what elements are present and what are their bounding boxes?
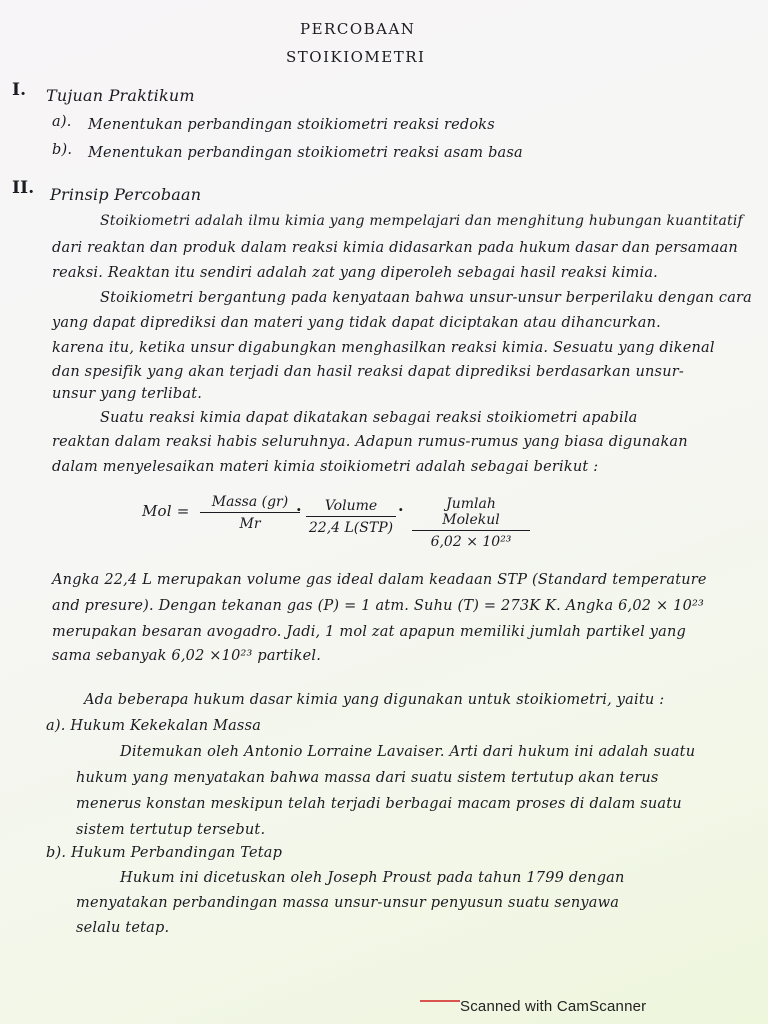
section-2-line: reaktan dalam reaksi habis seluruhnya. Adapun rumus-rumus yang biasa digunakan	[52, 434, 688, 450]
laws-intro: Ada beberapa hukum dasar kimia yang digunakan untuk stoikiometri, yaitu :	[84, 692, 665, 708]
section-1-item-b-text: Menentukan perbandingan stoikiometri reaksi asam basa	[88, 145, 523, 161]
section-2-line: Stoikiometri adalah ilmu kimia yang mempelajari dan menghitung hubungan kuantitatif	[100, 213, 743, 229]
law-a-line: menerus konstan meskipun telah terjadi berbagai macam proses di dalam suatu	[76, 796, 682, 812]
law-b-line: selalu tetap.	[76, 920, 170, 936]
section-2-heading: Prinsip Percobaan	[50, 185, 202, 204]
section-2-line: dan spesifik yang akan terjadi dan hasil reaksi dapat diprediksi berdasarkan unsur-	[52, 364, 684, 380]
section-1-item-a-label: a).	[52, 114, 72, 130]
law-a-line: hukum yang menyatakan bahwa massa dari suatu sistem tertutup akan terus	[76, 770, 659, 786]
law-a-line: Ditemukan oleh Antonio Lorraine Lavaiser. Arti dari hukum ini adalah suatu	[120, 744, 696, 760]
formula-fraction-mass	[200, 494, 300, 532]
section-2-line: reaksi. Reaktan itu sendiri adalah zat yang diperoleh sebagai hasil reaksi kimia.	[52, 265, 658, 281]
section-2-line: dari reaktan dan produk dalam reaksi kimia didasarkan pada hukum dasar dan persamaan	[52, 240, 738, 256]
law-a-line: sistem tertutup tersebut.	[76, 822, 266, 838]
multiply-dot: ·	[296, 500, 302, 519]
section-1-item-b-label: b).	[52, 142, 73, 158]
title-line-1: PERCOBAAN	[300, 20, 416, 38]
formula-fraction-volume-numerator: Volume	[306, 498, 396, 517]
formula-fraction-molecules	[412, 496, 530, 550]
section-2-line: Suatu reaksi kimia dapat dikatakan sebagai reaksi stoikiometri apabila	[100, 410, 638, 426]
formula-fraction-mass-denominator: Mr	[239, 516, 261, 532]
section-2-line: dalam menyelesaikan materi kimia stoikiometri adalah sebagai berikut :	[52, 459, 599, 475]
multiply-dot: ·	[398, 500, 404, 519]
paragraph-2-line: sama sebanyak 6,02 ×10²³ partikel.	[52, 648, 322, 664]
section-2-line: yang dapat diprediksi dan materi yang tidak dapat diciptakan atau dihancurkan.	[52, 315, 661, 331]
formula-fraction-volume	[306, 498, 396, 536]
paragraph-2-line: merupakan besaran avogadro. Jadi, 1 mol zat apapun memiliki jumlah partikel yang	[52, 624, 687, 640]
title-line-2: STOIKIOMETRI	[286, 48, 426, 66]
paragraph-2-line: Angka 22,4 L merupakan volume gas ideal dalam keadaan STP (Standard temperature	[52, 572, 707, 588]
formula-fraction-mass-numerator: Massa (gr)	[200, 494, 300, 513]
law-b-heading: b). Hukum Perbandingan Tetap	[46, 845, 283, 861]
formula-fraction-molecules-denominator: 6,02 × 10²³	[430, 534, 512, 550]
section-1-item-a-text: Menentukan perbandingan stoikiometri reaksi redoks	[88, 117, 495, 133]
scanner-accent-line	[420, 1000, 460, 1002]
paragraph-2-line: and presure). Dengan tekanan gas (P) = 1 atm. Suhu (T) = 273K K. Angka 6,02 × 10²³	[52, 598, 705, 614]
section-2-line: karena itu, ketika unsur digabungkan menghasilkan reaksi kimia. Sesuatu yang dikenal	[52, 340, 715, 356]
section-1-heading: Tujuan Praktikum	[46, 86, 195, 105]
law-b-line: menyatakan perbandingan massa unsur-unsur penyusun suatu senyawa	[76, 895, 620, 911]
section-2-line: Stoikiometri bergantung pada kenyataan bahwa unsur-unsur berperilaku dengan cara	[100, 290, 753, 306]
section-2-line: unsur yang terlibat.	[52, 386, 203, 402]
formula-lhs: Mol =	[142, 502, 190, 520]
camscanner-watermark: Scanned with CamScanner	[460, 998, 647, 1015]
law-a-heading: a). Hukum Kekekalan Massa	[46, 718, 262, 734]
formula-fraction-volume-denominator: 22,4 L(STP)	[308, 520, 394, 536]
section-2-number: II.	[12, 178, 35, 198]
law-b-line: Hukum ini dicetuskan oleh Joseph Proust pada tahun 1799 dengan	[120, 870, 625, 886]
formula-fraction-molecules-numerator: Jumlah Molekul	[412, 496, 530, 531]
section-1-number: I.	[12, 80, 27, 100]
